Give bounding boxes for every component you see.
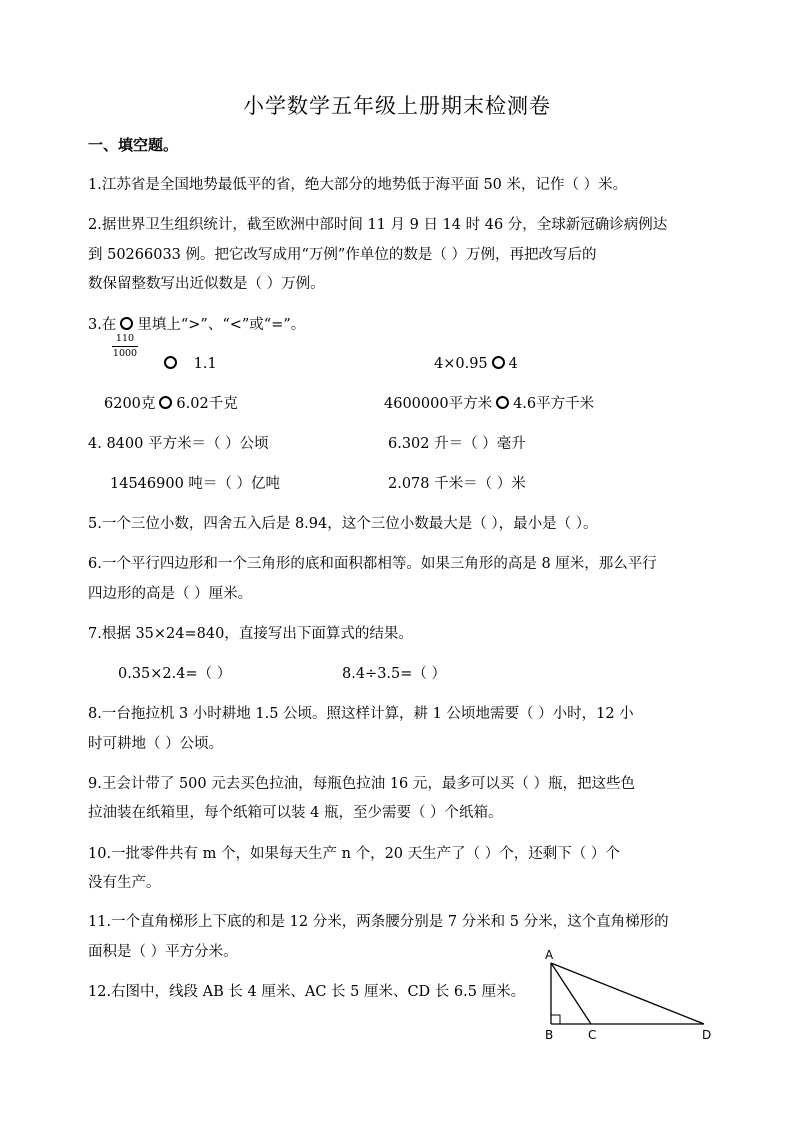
comparison-circle-icon bbox=[120, 317, 133, 330]
label-b: B bbox=[545, 1028, 554, 1042]
question-9-line-2: 拉油装在纸箱里，每个纸箱可以装 4 瓶，至少需要（ ）个纸箱。 bbox=[88, 805, 503, 821]
right-angle-marker bbox=[551, 1015, 560, 1024]
compare-item-2-right: 4 bbox=[508, 356, 518, 372]
fraction-bar bbox=[112, 346, 138, 347]
question-2-line-1: 2.据世界卫生组织统计，截至欧洲中部时间 11 月 9 日 14 时 46 分，全球新冠确诊病例达 bbox=[88, 217, 668, 233]
question-11-line-2: 面积是（ ）平方分米。 bbox=[88, 944, 238, 960]
compare-item-3-left: 6200克 bbox=[104, 396, 156, 412]
question-10-line-1: 10.一批零件共有 m 个，如果每天生产 n 个，20 天生产了（ ）个，还剩下（ ）个 bbox=[88, 846, 620, 862]
compare-item-1-right: 1.1 bbox=[193, 356, 217, 372]
fraction-110-over-1000 bbox=[112, 333, 138, 360]
question-4-row-2-a: 14546900 吨＝（ ）亿吨 bbox=[110, 476, 281, 492]
question-3-stem-prefix: 3.在 bbox=[88, 317, 117, 333]
triangle-figure bbox=[538, 945, 718, 1045]
question-7-part-a: 0.35×2.4=（ ） bbox=[118, 666, 232, 682]
segment-ad bbox=[551, 963, 704, 1024]
question-9-line-1: 9.王会计带了 500 元去买色拉油，每瓶色拉油 16 元，最多可以买（ ）瓶，把这些色 bbox=[88, 776, 636, 792]
fraction-denominator: 1000 bbox=[112, 348, 138, 359]
question-6-line-1: 6.一个平行四边形和一个三角形的底和面积都相等。如果三角形的高是 8 厘米，那么平行 bbox=[88, 556, 657, 572]
question-10-line-2: 没有生产。 bbox=[88, 875, 161, 891]
compare-item-1 bbox=[160, 354, 217, 374]
question-4-row-1-b: 6.302 升＝（ ）毫升 bbox=[388, 436, 526, 452]
compare-item-3 bbox=[104, 394, 238, 414]
comparison-circle-icon[interactable] bbox=[164, 356, 177, 369]
question-6-line-2: 四边形的高是（ ）厘米。 bbox=[88, 586, 253, 602]
compare-item-2 bbox=[434, 354, 518, 374]
question-1: 1.江苏省是全国地势最低平的省，绝大部分的地势低于海平面 50 米，记作（ ）米。 bbox=[88, 177, 628, 193]
compare-item-4 bbox=[384, 394, 594, 414]
question-4-row-2-b: 2.078 千米＝（ ）米 bbox=[388, 476, 526, 492]
comparison-circle-icon[interactable] bbox=[492, 356, 505, 369]
question-5: 5.一个三位小数，四舍五入后是 8.94，这个三位小数最大是（ ），最小是（ ）。 bbox=[88, 516, 598, 532]
label-c: C bbox=[588, 1028, 597, 1042]
question-7: 7.根据 35×24=840，直接写出下面算式的结果。 bbox=[88, 626, 413, 642]
label-d: D bbox=[702, 1028, 712, 1042]
page-title: 小学数学五年级上册期末检测卷 bbox=[243, 94, 551, 118]
question-3-stem bbox=[88, 315, 305, 335]
question-11-line-1: 11.一个直角梯形上下底的和是 12 分米，两条腰分别是 7 分米和 5 分米，这个直角梯形的 bbox=[88, 914, 669, 930]
section-heading-fill-in: 一、填空题。 bbox=[88, 136, 179, 154]
comparison-circle-icon[interactable] bbox=[496, 396, 509, 409]
comparison-circle-icon[interactable] bbox=[159, 396, 172, 409]
compare-item-2-left: 4×0.95 bbox=[434, 356, 488, 372]
question-12: 12.右图中，线段 AB 长 4 厘米、AC 长 5 厘米、CD 长 6.5 厘米。 bbox=[88, 984, 526, 1000]
label-a: A bbox=[545, 948, 554, 962]
question-2-line-3: 数保留整数写出近似数是（ ）万例。 bbox=[88, 276, 325, 292]
question-2-line-2: 到 50266033 例。把它改写成用“万例”作单位的数是（ ）万例，再把改写后的 bbox=[88, 247, 597, 263]
question-3-stem-suffix: 里填上“>”、“<”或“=”。 bbox=[137, 317, 306, 333]
question-4-row-1-a: 4. 8400 平方米＝（ ）公顷 bbox=[88, 436, 269, 452]
question-7-part-b: 8.4÷3.5=（ ） bbox=[342, 666, 447, 682]
compare-item-3-right: 6.02千克 bbox=[176, 396, 238, 412]
compare-item-4-left: 4600000平方米 bbox=[384, 396, 493, 412]
question-8-line-2: 时可耕地（ ）公顷。 bbox=[88, 736, 224, 752]
compare-item-4-right: 4.6平方千米 bbox=[513, 396, 595, 412]
question-8-line-1: 8.一台拖拉机 3 小时耕地 1.5 公顷。照这样计算，耕 1 公顷地需要（ ）小时，12 小 bbox=[88, 706, 634, 722]
fraction-numerator: 110 bbox=[115, 333, 135, 344]
